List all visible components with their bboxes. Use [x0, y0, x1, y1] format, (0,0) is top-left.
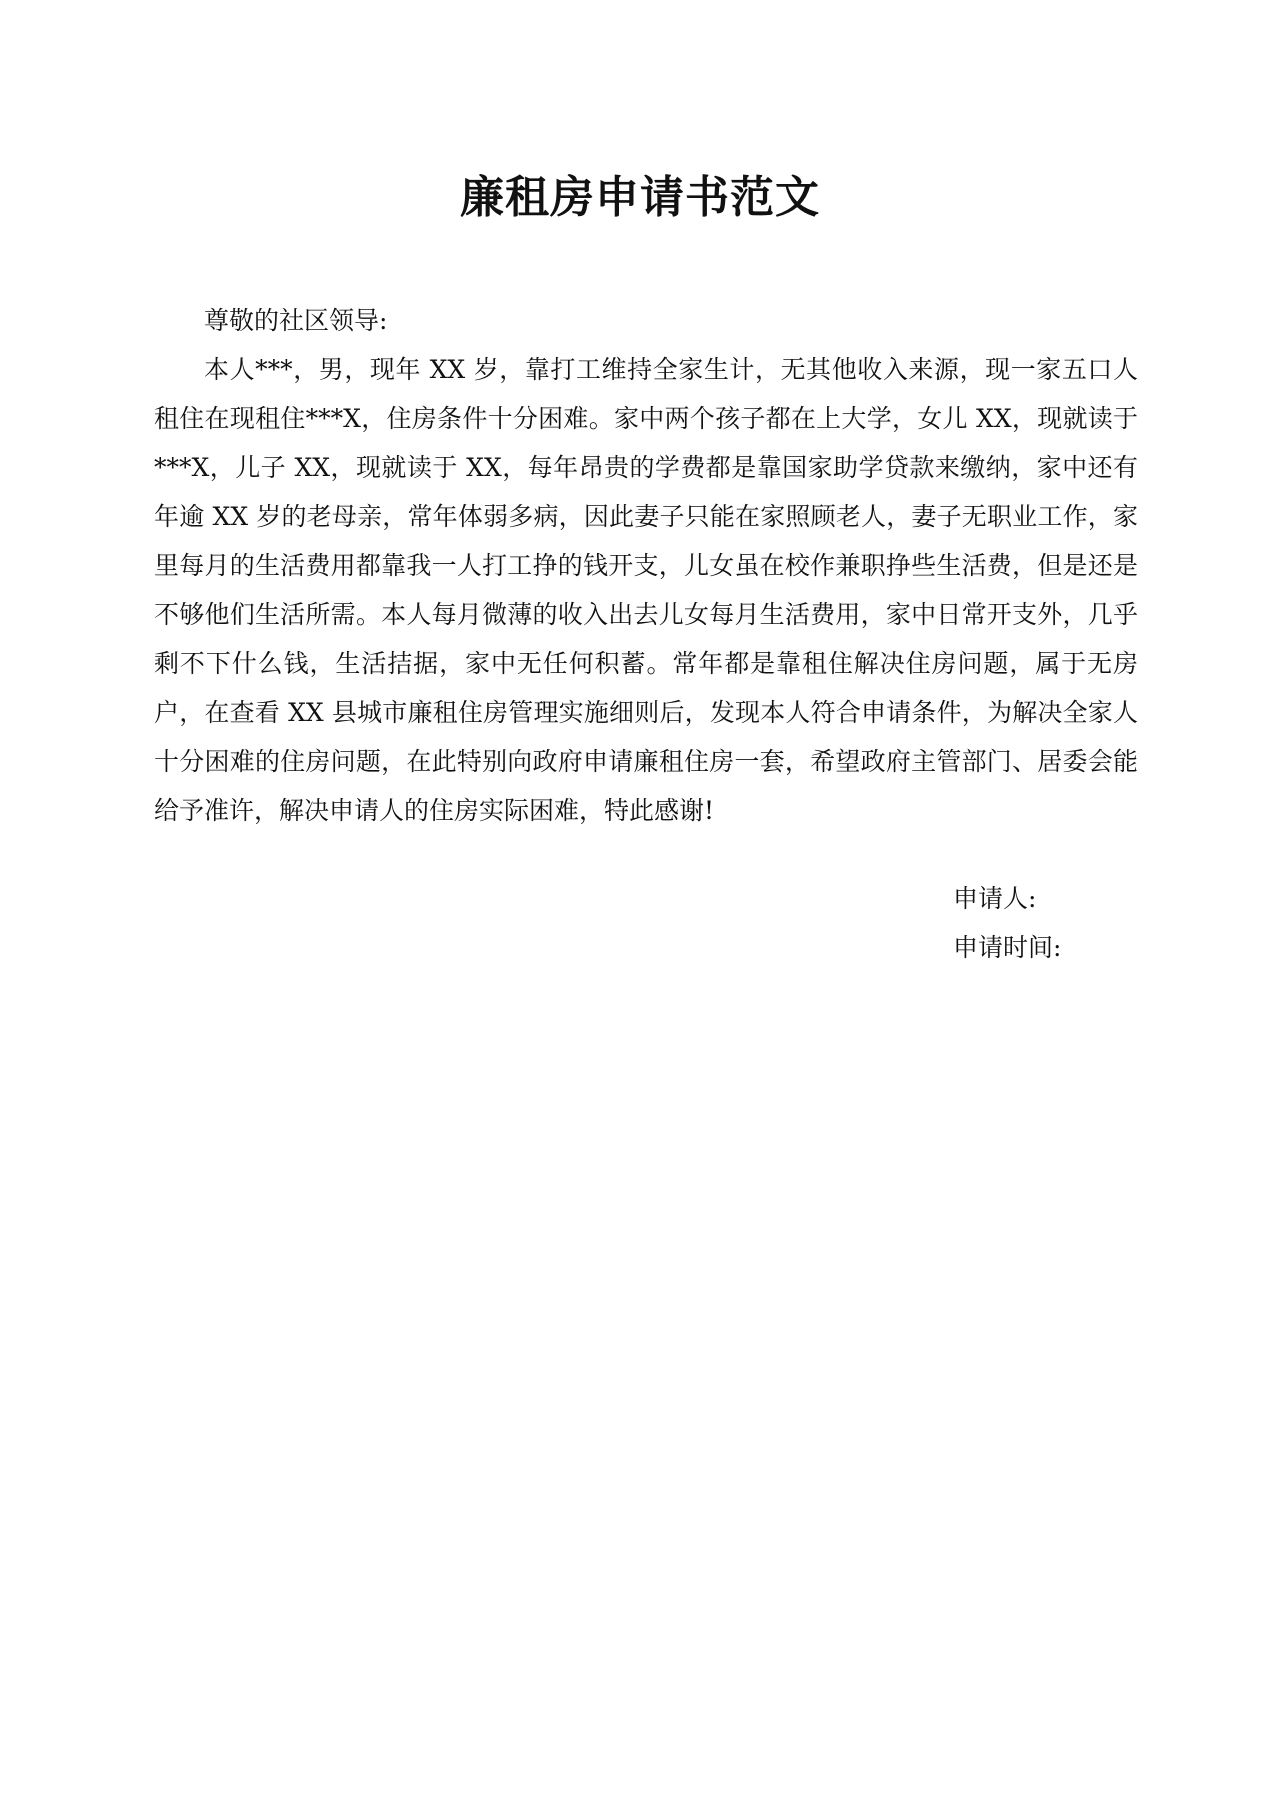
applicant-label: 申请人:: [953, 884, 1037, 913]
letter-body: [154, 296, 1138, 835]
application-date-label: 申请时间:: [953, 933, 1062, 962]
signature-block: [953, 874, 1061, 972]
document-title: 廉租房申请书范文: [460, 172, 820, 223]
body-paragraph: 本人***，男，现年 XX 岁，靠打工维持全家生计，无其他收入来源，现一家五口人租住在现租住***X，住房条件十分困难。家中两个孩子都在上大学，女儿 XX，现就读于***X，儿子 XX，现就读于 XX，每年昂贵的学费都是靠国家助学贷款来缴纳，家中还有年逾 XX 岁的老母亲，常年体弱多病，因此妻子只能在家照顾老人，妻子无职业工作，家里每月的生活费用都靠我一人打工挣的钱开支，儿女虽在校作兼职挣些生活费，但是还是不够他们生活所需。本人每月微薄的收入出去儿女每月生活费用，家中日常开支外，几乎剩不下什么钱，生活拮据，家中无任何积蓄。常年都是靠租住解决住房问题，属于无房户，在查看 XX 县城市廉租住房管理实施细则后，发现本人符合申请条件，为解决全家人十分困难的住房问题，在此特别向政府申请廉租住房一套，希望政府主管部门、居委会能给予准许，解决申请人的住房实际困难，特此感谢!: [154, 355, 1138, 825]
salutation: 尊敬的社区领导:: [204, 306, 388, 335]
